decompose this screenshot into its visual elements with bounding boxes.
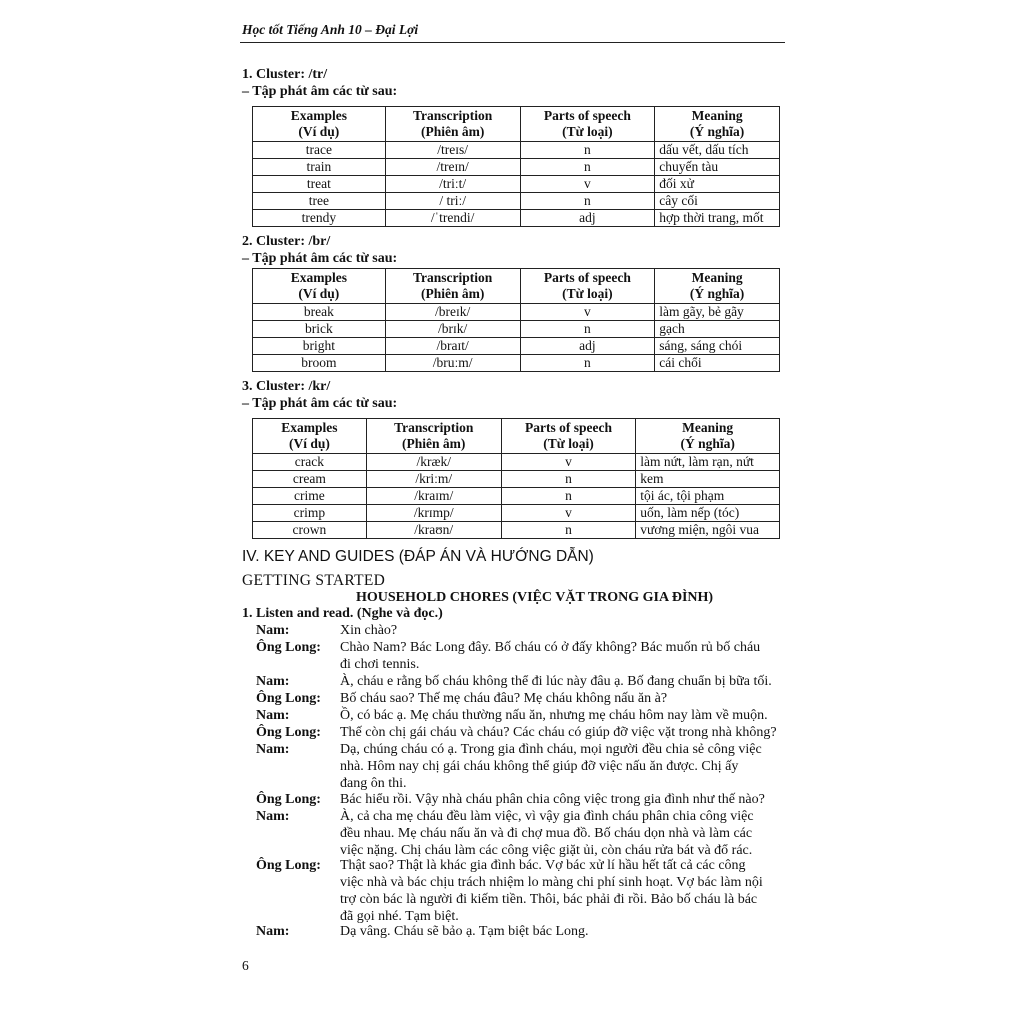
cell-pos: v [501, 505, 636, 522]
cell-example: cream [253, 471, 367, 488]
text-line: trợ còn bác là người đi kiếm tiền. Thôi, bác phải đi rồi. Bảo bố cháu là bác [340, 892, 758, 907]
col-header-examples [253, 269, 386, 304]
header-text: Meaning [691, 270, 743, 285]
table-row [253, 210, 780, 227]
table-row [253, 142, 780, 159]
key-guides-heading: IV. KEY AND GUIDES (ĐÁP ÁN VÀ HƯỚNG DẪN) [242, 548, 594, 565]
cell-pos: adj [520, 210, 655, 227]
header-text-vi: (Ví dụ) [298, 286, 340, 301]
pronunciation-table [252, 268, 780, 372]
table-row [253, 304, 780, 321]
cell-meaning: chuyến tàu [655, 159, 780, 176]
col-header-examples [253, 107, 386, 142]
pronunciation-table [252, 418, 780, 539]
header-text-vi: (Từ loại) [562, 286, 613, 301]
practice-instruction: – Tập phát âm các từ sau: [242, 251, 398, 266]
table-row [253, 193, 780, 210]
text-line: Xin chào? [340, 623, 398, 638]
cell-transcription: /kriːm/ [366, 471, 501, 488]
speaker-label: Ông Long: [256, 792, 321, 807]
col-header-pos [501, 419, 636, 454]
dialogue-text [340, 639, 786, 673]
cell-example: tree [253, 193, 386, 210]
pronunciation-table [252, 106, 780, 227]
table-row [253, 159, 780, 176]
cell-transcription: /bruːm/ [385, 355, 520, 372]
table-row [253, 321, 780, 338]
cell-transcription: /triːt/ [385, 176, 520, 193]
header-text-vi: (Ví dụ) [298, 124, 340, 139]
cell-example: crown [253, 522, 367, 539]
dialogue-line [256, 690, 786, 707]
cell-pos: v [501, 454, 636, 471]
speaker-label: Nam: [256, 708, 290, 723]
header-text: Meaning [682, 420, 734, 435]
header-text: Transcription [413, 108, 493, 123]
dialogue-text [340, 808, 786, 859]
cell-pos: n [520, 159, 655, 176]
table-row [253, 471, 780, 488]
dialogue-text [340, 622, 786, 639]
dialogue-line [256, 673, 786, 690]
speaker-label: Nam: [256, 924, 290, 939]
cell-pos: n [520, 193, 655, 210]
col-header-transcription [385, 269, 520, 304]
dialogue-text [340, 707, 786, 724]
cell-meaning: làm gãy, bẻ gãy [655, 304, 780, 321]
col-header-meaning [655, 107, 780, 142]
col-header-examples [253, 419, 367, 454]
dialogue-line [256, 857, 786, 925]
speaker-label: Ông Long: [256, 725, 321, 740]
speaker-label: Nam: [256, 623, 290, 638]
cell-example: treat [253, 176, 386, 193]
header-text-vi: (Phiên âm) [402, 436, 466, 451]
cell-transcription: /braɪt/ [385, 338, 520, 355]
col-header-pos [520, 107, 655, 142]
text-line: À, cả cha mẹ cháu đều làm việc, vì vậy gia đình cháu phân chia công việc [340, 809, 754, 824]
cell-example: crime [253, 488, 367, 505]
cell-transcription: /treɪn/ [385, 159, 520, 176]
table-row [253, 454, 780, 471]
col-header-transcription [385, 107, 520, 142]
col-header-pos [520, 269, 655, 304]
cell-pos: v [520, 304, 655, 321]
dialogue-text [340, 857, 786, 925]
cell-example: trace [253, 142, 386, 159]
practice-instruction: – Tập phát âm các từ sau: [242, 84, 398, 99]
speaker-label: Nam: [256, 742, 290, 757]
dialogue-line [256, 791, 786, 808]
cell-transcription: /treɪs/ [385, 142, 520, 159]
dialogue-line [256, 707, 786, 724]
cell-transcription: / triː/ [385, 193, 520, 210]
cell-pos: n [520, 321, 655, 338]
table-row [253, 522, 780, 539]
table-header-row [253, 269, 780, 304]
cell-pos: n [501, 488, 636, 505]
cell-example: train [253, 159, 386, 176]
cell-example: crimp [253, 505, 367, 522]
table-row [253, 505, 780, 522]
cell-transcription: /krɪmp/ [366, 505, 501, 522]
header-text: Examples [290, 270, 347, 285]
cell-transcription: /ˈtrendi/ [385, 210, 520, 227]
cluster-title: 1. Cluster: /tr/ [242, 67, 328, 82]
cell-transcription: /kræk/ [366, 454, 501, 471]
cell-meaning: tội ác, tội phạm [636, 488, 780, 505]
table-row [253, 338, 780, 355]
cell-example: broom [253, 355, 386, 372]
speaker-label: Ông Long: [256, 858, 321, 873]
cell-meaning: kem [636, 471, 780, 488]
text-line: đi chơi tennis. [340, 657, 420, 672]
text-line: Bác hiểu rồi. Vậy nhà cháu phân chia công việc trong gia đình như thế nào? [340, 792, 765, 807]
text-line: Dạ, chúng cháu có ạ. Trong gia đình cháu, mọi người đều chia sẻ công việc [340, 742, 762, 757]
dialogue-line [256, 923, 786, 940]
cell-example: brick [253, 321, 386, 338]
speaker-label: Ông Long: [256, 691, 321, 706]
header-text-vi: (Phiên âm) [420, 286, 485, 301]
cell-meaning: làm nứt, làm rạn, nứt [636, 454, 780, 471]
header-text-vi: (Ý nghĩa) [689, 124, 745, 139]
cell-transcription: /breɪk/ [385, 304, 520, 321]
header-text-vi: (Ý nghĩa) [680, 436, 735, 451]
header-text: Examples [290, 108, 347, 123]
running-title: Học tốt Tiếng Anh 10 – Đại Lợi [242, 22, 419, 37]
cell-transcription: /brɪk/ [385, 321, 520, 338]
cell-pos: n [520, 355, 655, 372]
dialogue-text [340, 923, 786, 940]
cell-example: crack [253, 454, 367, 471]
cell-meaning: hợp thời trang, mốt [655, 210, 780, 227]
cell-meaning: đối xử [655, 176, 780, 193]
header-text: Parts of speech [543, 270, 631, 285]
table-header-row [253, 419, 780, 454]
text-line: Ồ, có bác ạ. Mẹ cháu thường nấu ăn, nhưng mẹ cháu hôm nay làm về muộn. [340, 708, 768, 723]
text-line: đều nhau. Mẹ cháu nấu ăn và đi chợ mua đồ. Bố cháu dọn nhà và làm các [340, 826, 753, 841]
dialogue-line [256, 639, 786, 673]
speaker-label: Nam: [256, 674, 290, 689]
cell-transcription: /kraɪm/ [366, 488, 501, 505]
dialogue-line [256, 724, 786, 741]
header-text: Transcription [394, 420, 474, 435]
getting-started-heading: GETTING STARTED [242, 572, 386, 589]
header-text: Meaning [691, 108, 743, 123]
header-text: Parts of speech [524, 420, 612, 435]
col-header-meaning [636, 419, 780, 454]
text-line: nhà. Hôm nay chị gái cháu không thể giúp đỡ việc nấu ăn được. Chị ấy [340, 759, 739, 774]
practice-instruction: – Tập phát âm các từ sau: [242, 396, 398, 411]
dialogue-text [340, 741, 786, 792]
table-row [253, 176, 780, 193]
cell-meaning: cái chổi [655, 355, 780, 372]
col-header-transcription [366, 419, 501, 454]
cell-meaning: sáng, sáng chói [655, 338, 780, 355]
dialogue-text [340, 690, 786, 707]
page-number: 6 [242, 958, 249, 973]
speaker-label: Ông Long: [256, 640, 321, 655]
header-text: Transcription [413, 270, 493, 285]
cell-example: bright [253, 338, 386, 355]
cell-pos: n [501, 471, 636, 488]
household-chores-title: HOUSEHOLD CHORES (VIỆC VẶT TRONG GIA ĐÌNH) [356, 590, 714, 605]
dialogue-line [256, 741, 786, 792]
table-row [253, 488, 780, 505]
cell-meaning: cây cối [655, 193, 780, 210]
text-line: đang ôn thi. [340, 776, 407, 791]
header-text-vi: (Từ loại) [562, 124, 613, 139]
cell-meaning: uốn, làm nếp (tóc) [636, 505, 780, 522]
text-line: Dạ vâng. Cháu sẽ bảo ạ. Tạm biệt bác Long. [340, 924, 589, 939]
header-text: Examples [281, 420, 338, 435]
cell-meaning: gạch [655, 321, 780, 338]
text-line: việc nặng. Chị cháu làm các công việc giặt ủi, còn cháu rửa bát và đổ rác. [340, 843, 753, 858]
cell-pos: adj [520, 338, 655, 355]
text-line: Chào Nam? Bác Long đây. Bố cháu có ở đấy không? Bác muốn rủ bố cháu [340, 640, 761, 655]
text-line: À, cháu e rằng bố cháu không thể đi lúc này đâu ạ. Bố đang chuẩn bị bữa tối. [340, 674, 772, 689]
text-line: Thật sao? Thật là khác gia đình bác. Vợ bác xử lí hầu hết tất cả các công [340, 858, 746, 873]
text-line: đã gọi nhé. Tạm biệt. [340, 909, 459, 924]
col-header-meaning [655, 269, 780, 304]
dialogue-text [340, 791, 786, 808]
text-line: Thế còn chị gái cháu và cháu? Các cháu có giúp đỡ việc vặt trong nhà không? [340, 725, 777, 740]
cluster-title: 3. Cluster: /kr/ [242, 379, 331, 394]
table-row [253, 355, 780, 372]
cell-example: trendy [253, 210, 386, 227]
cell-meaning: dấu vết, dấu tích [655, 142, 780, 159]
header-text-vi: (Phiên âm) [420, 124, 485, 139]
header-text-vi: (Từ loại) [543, 436, 594, 451]
header-text-vi: (Ý nghĩa) [689, 286, 745, 301]
cluster-title: 2. Cluster: /br/ [242, 234, 331, 249]
speaker-label: Nam: [256, 809, 290, 824]
header-text-vi: (Ví dụ) [288, 436, 330, 451]
table-header-row [253, 107, 780, 142]
dialogue-text [340, 724, 786, 741]
cell-pos: n [520, 142, 655, 159]
cell-transcription: /kraʊn/ [366, 522, 501, 539]
cell-meaning: vương miện, ngôi vua [636, 522, 780, 539]
cell-example: break [253, 304, 386, 321]
dialogue-line [256, 808, 786, 859]
listen-read-title: 1. Listen and read. (Nghe và đọc.) [242, 606, 443, 621]
header-text: Parts of speech [543, 108, 631, 123]
dialogue-line [256, 622, 786, 639]
dialogue-text [340, 673, 786, 690]
cell-pos: v [520, 176, 655, 193]
text-line: việc nhà và bác chịu trách nhiệm lo màng chi phí sinh hoạt. Vợ bác làm nội [340, 875, 763, 890]
text-line: Bố cháu sao? Thế mẹ cháu đâu? Mẹ cháu không nấu ăn à? [340, 691, 668, 706]
header-rule [240, 42, 785, 43]
cell-pos: n [501, 522, 636, 539]
